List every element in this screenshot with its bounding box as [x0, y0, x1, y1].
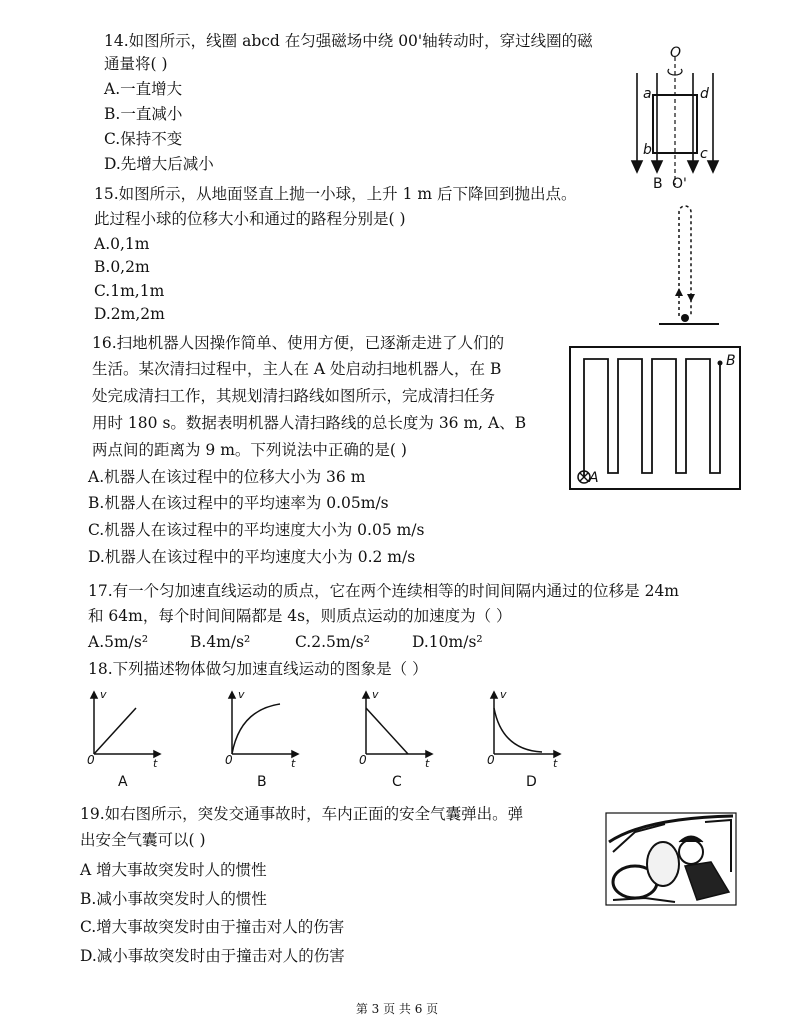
q14-option-d: D.先增大后减小 — [104, 155, 214, 173]
q14-label-d: d — [700, 86, 709, 102]
q16-label-a: A — [589, 470, 599, 486]
q16-stem-line1: 16.扫地机器人因操作简单、使用方便，已逐渐走进了人们的 — [92, 334, 505, 352]
q19-option-c: C.增大事故突发时由于撞击对人的伤害 — [80, 918, 345, 936]
q17-stem-line2: 和 64m，每个时间间隔都是 4s，则质点运动的加速度为（ ） — [88, 607, 512, 625]
q18-graph-b-t-label: t — [291, 757, 296, 770]
q15-stem-line2: 此过程小球的位移大小和通过的路程分别是( ) — [94, 210, 406, 228]
q16-option-d: D.机器人在该过程中的平均速度大小为 0.2 m/s — [88, 548, 416, 566]
q18-graph-a-v-label: v — [100, 688, 107, 701]
q16-option-b: B.机器人在该过程中的平均速率为 0.05m/s — [88, 494, 389, 512]
q18-graph-b-v-label: v — [238, 688, 245, 701]
q18-graph-c-letter: C — [392, 774, 402, 790]
q14-stem-line2: 通量将( ) — [104, 55, 168, 73]
q14-axis-top-label: O — [670, 45, 682, 61]
page-footer: 第 3 页 共 6 页 — [355, 1002, 439, 1016]
q14-coil-figure — [625, 45, 725, 195]
q18-graph-b-origin: 0 — [225, 753, 233, 767]
q19-airbag-illustration — [605, 812, 737, 906]
q14-option-a: A.一直增大 — [104, 80, 183, 98]
q18-graph-c-origin: 0 — [359, 753, 367, 767]
q17-option-b: B.4m/s² — [190, 633, 251, 651]
q18-graph-d-letter: D — [526, 774, 537, 790]
q14-stem-line1: 14.如图所示，线圈 abcd 在匀强磁场中绕 00'轴转动时，穿过线圈的磁 — [104, 32, 593, 50]
q14-label-c: c — [700, 146, 708, 162]
q16-option-a: A.机器人在该过程中的位移大小为 36 m — [88, 468, 366, 486]
q16-stem-line5: 两点间的距离为 9 m。下列说法中正确的是( ) — [92, 441, 407, 459]
q18-graph-d-v-label: v — [500, 688, 507, 701]
q18-graph-b-letter: B — [257, 774, 267, 790]
q19-stem-line2: 出安全气囊可以( ) — [80, 831, 206, 849]
q18-graph-c-v-label: v — [372, 688, 379, 701]
q17-stem-line1: 17.有一个匀加速直线运动的质点，它在两个连续相等的时间间隔内通过的位移是 24m — [88, 582, 680, 600]
q18-graph-a-letter: A — [118, 774, 128, 790]
q17-option-d: D.10m/s² — [412, 633, 483, 651]
q18-graph-a-origin: 0 — [87, 753, 95, 767]
q14-field-label: B — [653, 176, 663, 192]
q15-throw-figure — [655, 198, 725, 330]
q14-label-b: b — [643, 142, 652, 158]
q18-graph-c-t-label: t — [425, 757, 430, 770]
q16-stem-line4: 用时 180 s。数据表明机器人清扫路线的总长度为 36 m, A、B — [92, 414, 527, 432]
q16-option-c: C.机器人在该过程中的平均速度大小为 0.05 m/s — [88, 521, 425, 539]
q18-graph-d-origin: 0 — [487, 753, 495, 767]
q18-stem: 18.下列描述物体做匀加速直线运动的图象是（ ） — [88, 660, 428, 678]
q19-option-b: B.减小事故突发时人的惯性 — [80, 890, 267, 908]
q18-graph-a-t-label: t — [153, 757, 158, 770]
q16-stem-line3: 处完成清扫工作，其规划清扫路线如图所示，完成清扫任务 — [92, 387, 496, 405]
q15-stem-line1: 15.如图所示，从地面竖直上抛一小球，上升 1 m 后下降回到抛出点。 — [94, 185, 577, 203]
q17-option-a: A.5m/s² — [88, 633, 149, 651]
q15-option-c: C.1m,1m — [94, 282, 165, 300]
q17-option-c: C.2.5m/s² — [295, 633, 370, 651]
q14-label-a: a — [643, 86, 652, 102]
q15-option-d: D.2m,2m — [94, 305, 165, 323]
q19-option-d: D.减小事故突发时由于撞击对人的伤害 — [80, 947, 345, 965]
q14-option-b: B.一直减小 — [104, 105, 183, 123]
q15-option-a: A.0,1m — [94, 235, 150, 253]
q15-option-b: B.0,2m — [94, 258, 150, 276]
q18-graph-d-t-label: t — [553, 757, 558, 770]
q19-stem-line1: 19.如右图所示，突发交通事故时，车内正面的安全气囊弹出。弹 — [80, 805, 524, 823]
q14-axis-bottom-label: O' — [672, 176, 687, 192]
q16-stem-line2: 生活。某次清扫过程中，主人在 A 处启动扫地机器人，在 B — [92, 360, 502, 378]
q16-label-b: B — [726, 353, 736, 369]
q19-option-a: A 增大事故突发时人的惯性 — [80, 861, 267, 879]
q14-option-c: C.保持不变 — [104, 130, 183, 148]
